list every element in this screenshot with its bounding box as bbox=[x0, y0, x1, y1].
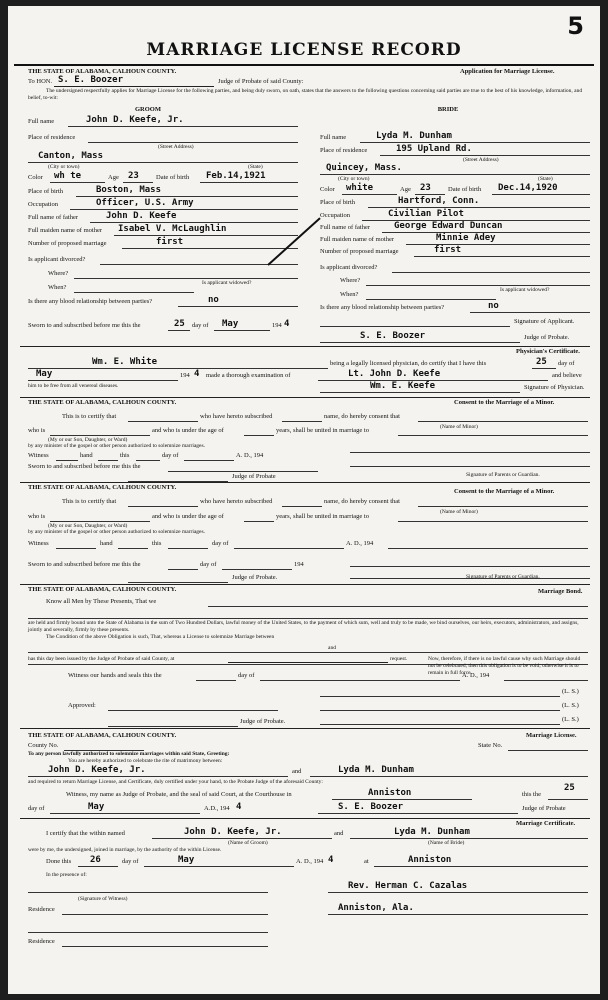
bride-dob: Dec.14,1920 bbox=[498, 183, 558, 193]
bride-full-name: Lyda M. Dunham bbox=[376, 131, 452, 141]
consent1-witness: Witness hand this day of A. D., 194 bbox=[28, 452, 264, 459]
bride-city-field bbox=[320, 164, 590, 175]
license-date: day of May A.D., 194 4 S. E. Boozer Judge of Probate bbox=[28, 802, 566, 812]
bride-father-field: Full name of father George Edward Duncan bbox=[320, 222, 590, 233]
bride-where-field: Where? bbox=[320, 275, 590, 286]
groom-mother-field: Full maiden name of mother Isabel V. McLaughlin bbox=[28, 225, 298, 236]
consent2-sworn: Sworn to and subscribed before me this the day of 194 bbox=[28, 561, 304, 568]
license-day: 25 bbox=[564, 783, 575, 793]
bond-ls-1: (L. S.) bbox=[320, 686, 590, 697]
groom-number-field: Number of proposed marriage first bbox=[28, 238, 298, 249]
consent2-line-2: who is and who is under the age of years, shall be united in marriage to bbox=[28, 511, 588, 522]
groom-where-field: Where? bbox=[28, 268, 298, 279]
groom-color: wh te bbox=[54, 171, 82, 181]
groom-mother: Isabel V. McLaughlin bbox=[118, 224, 227, 234]
license-witness: Witness, my name as Judge of Probate, and the seal of said Court, at the Courthouse in Anniston this the 25 bbox=[28, 789, 588, 800]
groom-number: first bbox=[156, 237, 184, 247]
sworn-day: 25 bbox=[174, 319, 185, 329]
physician-patient: Lt. John D. Keefe bbox=[348, 369, 441, 379]
license-month: May bbox=[88, 802, 105, 812]
bond-ls-3: (L. S.) bbox=[320, 714, 590, 725]
certificate-groom: John D. Keefe, Jr. bbox=[184, 827, 282, 837]
bond-between bbox=[28, 642, 588, 653]
groom-full-name-field: Full name John D. Keefe, Jr. bbox=[28, 116, 298, 127]
license-signature: S. E. Boozer bbox=[338, 802, 404, 812]
bride-color-age-dob-field: Color white Age 23 Date of birth Dec.14,1920 bbox=[320, 184, 590, 195]
groom-age: 23 bbox=[128, 171, 139, 181]
groom-dob: Feb.14,1921 bbox=[206, 171, 266, 181]
bride-mother-field: Full maiden name of mother Minnie Adey bbox=[320, 234, 590, 245]
bride-blood-field: Is there any blood relationship between parties? no bbox=[320, 302, 590, 313]
consent1-heading: Consent to the Marriage of a Minor. bbox=[454, 399, 555, 406]
bride-father: George Edward Duncan bbox=[394, 221, 503, 231]
bride-city: Quincey, Mass. bbox=[326, 163, 402, 173]
certificate-officiant: Rev. Herman C. Cazalas bbox=[348, 881, 468, 891]
groom-heading: GROOM bbox=[135, 106, 161, 113]
groom-blood-field: Is there any blood relationship between parties? no bbox=[28, 296, 298, 307]
consent2-line-1: This is to certify that who have hereto subscribed name, do hereby consent that bbox=[28, 496, 588, 507]
bride-pob: Hartford, Conn. bbox=[398, 196, 480, 206]
application-heading: Application for Marriage License. bbox=[460, 68, 555, 75]
groom-blood: no bbox=[208, 295, 219, 305]
bond-judge: Judge of Probate. bbox=[108, 716, 308, 727]
judge-suffix: Judge of Probate of said County: bbox=[218, 78, 304, 85]
bond-text-1: are held and firmly bound unto the State of Alabama in the sum of Two Hundred Dollars, lawful money of the United States, to the payment of which sum, well and truly to be made, we bind ourselves, our heirs, executors, administrators, and assigns, jointly and severally, firmly by these presents. bbox=[28, 620, 579, 633]
record-header bbox=[8, 6, 600, 62]
license-year: 4 bbox=[236, 802, 242, 812]
physician-heading: Physician's Certificate. bbox=[516, 348, 580, 355]
certificate-witness-2 bbox=[28, 922, 588, 933]
physician-day: 25 bbox=[536, 357, 547, 367]
bride-pob-field: Place of birth Hartford, Conn. bbox=[320, 197, 590, 208]
bride-number-field: Number of proposed marriage first bbox=[320, 246, 590, 257]
bride-mother: Minnie Adey bbox=[436, 233, 496, 243]
consent1-line-1: This is to certify that who have hereto subscribed name, do hereby consent that bbox=[28, 411, 588, 422]
certificate-heading: Marriage Certificate. bbox=[516, 820, 576, 827]
application-sworn-field: Sworn to and subscribed before me this the 25 day of May 194 4 bbox=[28, 319, 290, 329]
certificate-residence-2: Residence bbox=[28, 936, 588, 947]
bond-blank bbox=[28, 608, 588, 619]
certificate-residence: Residence Anniston, Ala. bbox=[28, 904, 588, 915]
sworn-year: 4 bbox=[284, 319, 290, 329]
consent2-sig-2 bbox=[320, 568, 590, 579]
physician-line-1: Wm. E. White being a legally licensed physician, do certify that I have this 25 day of bbox=[28, 358, 588, 369]
bond-text-2: The Condition of the above Obligation is such, That, whereas a License to solemnize Marriage between bbox=[46, 634, 275, 640]
license-place: Anniston bbox=[368, 788, 412, 798]
certificate-officiant-residence: Anniston, Ala. bbox=[338, 903, 414, 913]
bride-number: first bbox=[434, 245, 462, 255]
application-state-county: THE STATE OF ALABAMA, CALHOUN COUNTY. bbox=[28, 68, 177, 75]
bride-age: 23 bbox=[420, 183, 431, 193]
groom-color-age-dob-field: Color wh te Age 23 Date of birth Feb.14,1921 bbox=[28, 172, 298, 183]
bond-approved: Approved: (L. S.) bbox=[68, 702, 579, 709]
physician-name: Wm. E. White bbox=[92, 357, 158, 367]
consent2-judge: Judge of Probate. bbox=[128, 572, 328, 583]
license-numbers: County No. State No. bbox=[28, 740, 588, 751]
bride-color: white bbox=[346, 183, 374, 193]
license-bride: Lyda M. Dunham bbox=[338, 765, 414, 775]
certificate-parties: I certify that the within named John D. Keefe, Jr. and Lyda M. Dunham bbox=[28, 828, 588, 839]
bond-heading: Marriage Bond. bbox=[538, 588, 583, 595]
physician-line-2: May 194 4 made a thorough examination of Lt. John D. Keefe and believe bbox=[28, 370, 588, 381]
judge-name: S. E. Boozer bbox=[58, 75, 124, 85]
bond-witness: Witness our hands and seals this the day of A. D., 194 bbox=[28, 670, 588, 681]
consent1-sig-1 bbox=[320, 442, 590, 453]
license-heading: Marriage License. bbox=[526, 732, 577, 739]
sworn-month: May bbox=[222, 319, 239, 329]
groom-occupation: Officer, U.S. Army bbox=[96, 198, 194, 208]
certificate-year: 4 bbox=[328, 855, 334, 865]
bride-divorced-field: Is applicant divorced? bbox=[320, 262, 590, 273]
groom-pob: Boston, Mass bbox=[96, 185, 162, 195]
physician-year: 4 bbox=[194, 369, 200, 379]
consent1-sig-2 bbox=[320, 456, 590, 467]
bride-blood: no bbox=[488, 301, 499, 311]
certificate-day: 26 bbox=[90, 855, 101, 865]
certificate-bride: Lyda M. Dunham bbox=[394, 827, 470, 837]
bride-when-field: When? bbox=[320, 289, 590, 300]
physician-signature-field: Wm. E. Keefe Signature of Physician. bbox=[320, 382, 590, 393]
license-groom: John D. Keefe, Jr. bbox=[48, 765, 146, 775]
groom-occupation-field: Occupation Officer, U.S. Army bbox=[28, 199, 298, 210]
groom-full-name: John D. Keefe, Jr. bbox=[86, 115, 184, 125]
application-intro: The undersigned respectfully applies for Marriage License for the following parties, and being duly sworn, on oath, states that the answers to the following questions concerning said parties are true to the best of his knowledge, information, and belief, to-wit: bbox=[28, 88, 583, 101]
to-hon-label: To HON. bbox=[28, 78, 53, 85]
page-number: 5 bbox=[567, 12, 584, 40]
license-record-page: 5 MARRIAGE LICENSE RECORD THE STATE OF ALABAMA, CALHOUN COUNTY. Application for Marriage License. To HON. S. E. Boozer Judge of Probate of said County: The undersigned respectfully applies for Marriage License for the following parties, and being duly sworn, on oath, states that the answers to the following questions concerning said parties are true to the best of his knowledge, information, and belief, to-wit: GROOM BRIDE Full name John D. Keefe, Jr. Place of residence (Street Address) Canton, Mass (City or town) (State) Color wh te Age 23 Date of birth Feb.14,1921 Place of birth Boston, Mass Occupation Officer, U.S. Army Full name of father John D. Keefe Full maiden name of mother Isabel V. McLaughlin Number of proposed marriage first Is applicant divorced? Where? Is applicant widowed? When? Is there any blood relationship between parties? no Full name Lyda M. Dunham Place of residence 195 Upland Rd. (Street Address) Quincey, Mass. (City or town) (State) Color white Age 23 Date of birth Dec.14,1920 Place of birth Hartford, Conn. Occupation Civilian Pilot Full name of father George Edward Duncan Full maiden name of mother Minnie Adey Number of proposed marriage first Is applicant divorced? Where? Is applicant widowed? When? Is there any blood relationship between parties? no Sworn to and subscribed before me this the 25 day of May 194 4 Signature of Applicant. S. E. Boozer Judge of Probate. Physician's Certificate. Wm. E. White being a legally licensed physician, do certify that I have this 25 day of May 194 4 made a thorough examination of Lt. John D. Keefe and believe him to be free from all venereal diseases. Wm. E. Keefe Signature of Physician. THE STATE OF ALABAMA, CALHOUN COUNTY. Consent to the Marriage of a Minor. This is to certify that who have hereto subscribed name, do hereby consent that (Name of Minor) who is and who is under the age of years, shall be united in marriage to (My or our Son, Daughter, or Ward) by any minister of the gospel or other person authorized to solemnize marriages. Witness hand this day of A. D., 194 Sworn to and subscribed before me this the Judge of Probate Signature of Parents or Guardian. THE STATE OF ALABAMA, CALHOUN COUNTY. Consent to the Marriage of a Minor. This is to certify that who have hereto subscribed name, do hereby consent that (Name of Minor) who is and who is under the age of years, shall be united in marriage to (My or our Son, Daughter, or Ward) by any minister of the gospel or other person authorized to solemnize marriages. Witness hand this day of A. D., 194 Sworn to and subscribed before me this the day of 194 Judge of Probate. Signature of Parents or Guardian. THE STATE OF ALABAMA, CALHOUN COUNTY. Marriage Bond. Know all Men by These Presents, That we are held and firmly bound unto the State of Alabama in the sum of Two Hundred Dollars, lawful money of the United States, to the payment of which sum, well and truly to be made, we bind ourselves, our heirs, executors, administrators, and assigns, jointly and severally, firmly by these presents. The Condition of the above Obligation is such, That, whereas a License to solemnize Marriage between and has this day been issued by the Judge of Probate of said County, at request. Now, therefore, if there is no lawful cause why such Marriage should not be celebrated, then this obligation is to be void; otherwise it is to remain in full force. Witness our hands and seals this the day of A. D., 194 (L. S.) Approved: (L. S.) (L. S.) Judge of Probate. THE STATE OF ALABAMA, CALHOUN COUNTY. Marriage License. County No. State No. To any person lawfully authorized to solemnize marriages within said State, Greeting: You are hereby authorized to celebrate the rite of matrimony between: John D. Keefe, Jr. and Lyda M. Dunham and required to return Marriage License, and Certificate, duly certified under your hand, to the Probate Judge of the aforesaid County: Witness, my name as Judge of Probate, and the seal of said Court, at the Courthouse in Anniston this the 25 day of May A.D., 194 4 S. E. Boozer Judge of Probate Marriage Certificate. I certify that the within named John D. Keefe, Jr. and Lyda M. Dunham (Name of Groom) (Name of Bride) were by me, the undersigned, joined in marriage, by the authority of the within License. Done this 26 day of May A. D., 194 4 at Anniston In the presence of: Rev. Herman C. Cazalas (Signature of Witness) Residence Anniston, Ala. Residence bbox=[8, 6, 600, 994]
groom-residence-field: Place of residence bbox=[28, 132, 298, 143]
consent2-heading: Consent to the Marriage of a Minor. bbox=[454, 488, 555, 495]
groom-pob-field: Place of birth Boston, Mass bbox=[28, 186, 298, 197]
applicant-signature-field: Signature of Applicant. bbox=[320, 316, 590, 327]
consent2-sig-1 bbox=[320, 556, 590, 567]
probate-signature-field: S. E. Boozer Judge of Probate. bbox=[320, 332, 590, 343]
consent2-witness: Witness hand this day of A. D., 194 bbox=[28, 538, 588, 549]
record-title: MARRIAGE LICENSE RECORD bbox=[146, 40, 462, 60]
groom-father-field: Full name of father John D. Keefe bbox=[28, 212, 298, 223]
consent1-judge: Judge of Probate bbox=[128, 471, 328, 482]
certificate-place: Anniston bbox=[408, 855, 452, 865]
bride-occupation: Civilian Pilot bbox=[388, 209, 464, 219]
bride-street: 195 Upland Rd. bbox=[396, 144, 472, 154]
physician-signature: Wm. E. Keefe bbox=[370, 381, 436, 391]
license-parties: John D. Keefe, Jr. and Lyda M. Dunham bbox=[28, 766, 588, 777]
certificate-date: Done this 26 day of May A. D., 194 4 at Anniston bbox=[28, 856, 588, 867]
physician-month: May bbox=[36, 369, 53, 379]
groom-when-field: When? bbox=[28, 282, 298, 293]
certificate-month: May bbox=[178, 855, 195, 865]
groom-father: John D. Keefe bbox=[106, 211, 177, 221]
bride-residence-field: Place of residence 195 Upland Rd. bbox=[320, 145, 590, 156]
consent1-sworn: Sworn to and subscribed before me this the bbox=[28, 461, 328, 472]
certificate-witness bbox=[28, 882, 588, 893]
consent1-line-2: who is and who is under the age of years, shall be united in marriage to bbox=[28, 425, 588, 436]
groom-city: Canton, Mass bbox=[38, 151, 104, 161]
bride-occupation-field: Occupation Civilian Pilot bbox=[320, 210, 590, 221]
groom-divorced-field: Is applicant divorced? bbox=[28, 254, 298, 265]
probate-signature: S. E. Boozer bbox=[360, 331, 426, 341]
bond-know: Know all Men by These Presents, That we bbox=[28, 596, 588, 607]
groom-city-field bbox=[28, 152, 298, 163]
bride-heading: BRIDE bbox=[437, 106, 459, 113]
bride-full-name-field: Full name Lyda M. Dunham bbox=[320, 132, 590, 143]
